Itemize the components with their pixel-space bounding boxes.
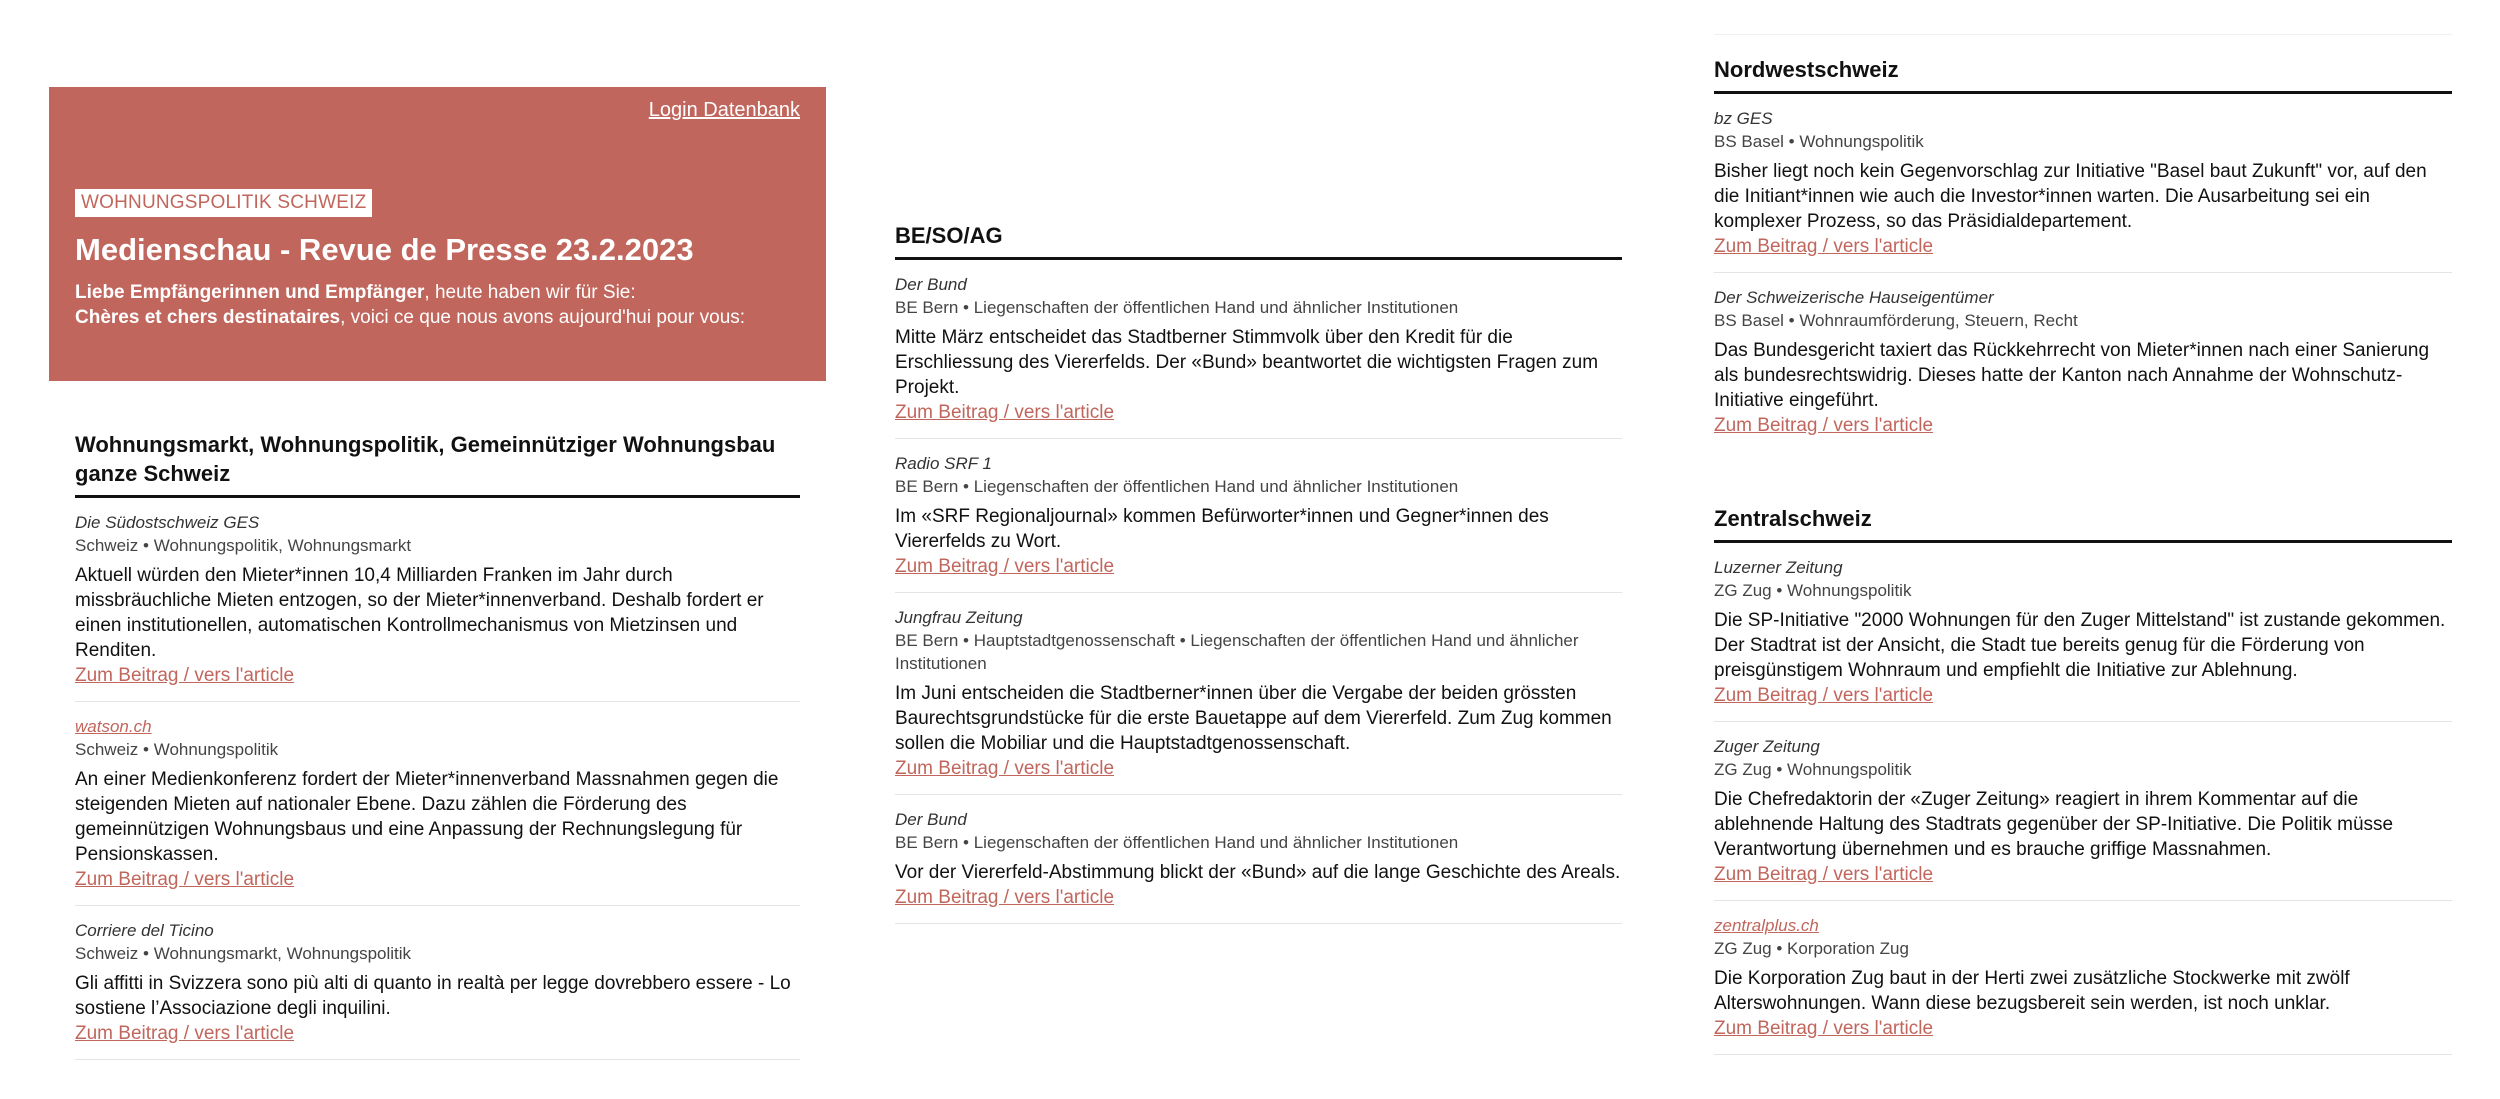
newsletter-header [49, 87, 826, 381]
article-item [1714, 543, 2452, 722]
read-more-link[interactable]: Zum Beitrag / vers l'article [895, 887, 1115, 908]
article-summary: An einer Medienkonferenz fordert der Mieter*innenverband Massnahmen gegen die steigenden Mieten auf nationaler Ebene. Dazu zählen die Förderung des gemeinnützigen Wohnungsbaus und eine Anpassung der Rechnungslegung für Pensionskassen. [75, 769, 779, 865]
section-schweiz [75, 430, 800, 1060]
read-more-link[interactable]: Zum Beitrag / vers l'article [1714, 415, 1934, 436]
article-summary: Die SP-Initiative "2000 Wohnungen für den Zuger Mittelstand" ist zustande gekommen. Der Stadtrat ist der Ansicht, die Stadt tue bereits genug für die Förderung von preisgünstigem Wohnraum und empfiehlt die Initiative zur Ablehnung. [1714, 610, 2446, 681]
article-source: Der Schweizerische Hauseigentümer [1714, 288, 1994, 307]
topic-badge: WOHNUNGSPOLITIK SCHWEIZ [75, 189, 372, 217]
read-more-link[interactable]: Zum Beitrag / vers l'article [1714, 864, 1934, 885]
article-item [1714, 901, 2452, 1055]
article-item [1714, 94, 2452, 273]
read-more-link[interactable]: Zum Beitrag / vers l'article [895, 402, 1115, 423]
login-database-link[interactable]: Login Datenbank [648, 99, 800, 121]
article-item [895, 795, 1622, 924]
greeting [75, 280, 815, 330]
article-source: Der Bund [895, 275, 967, 294]
article-source: Radio SRF 1 [895, 454, 993, 473]
section-title: Wohnungsmarkt, Wohnungspolitik, Gemeinnütziger Wohnungsbau ganze Schweiz [75, 430, 800, 498]
article-source: Luzerner Zeitung [1714, 558, 1843, 577]
article-item [75, 906, 800, 1060]
read-more-link[interactable]: Zum Beitrag / vers l'article [895, 758, 1115, 779]
article-summary: Die Chefredaktorin der «Zuger Zeitung» reagiert in ihrem Kommentar auf die ablehnende Haltung des Stadtrats gegenüber der SP-Initiative. Die Politik müsse Verantwortung übernehmen und es brauche griffige Massnahmen. [1714, 789, 2394, 860]
article-source-link[interactable]: watson.ch [75, 717, 152, 736]
article-tags: BE Bern • Liegenschaften der öffentlichen Hand und ähnlicher Institutionen [895, 298, 1459, 317]
read-more-link[interactable]: Zum Beitrag / vers l'article [895, 556, 1115, 577]
greeting-de-rest: , heute haben wir für Sie: [424, 282, 636, 303]
read-more-link[interactable]: Zum Beitrag / vers l'article [75, 1023, 295, 1044]
article-tags: Schweiz • Wohnungsmarkt, Wohnungspolitik [75, 944, 412, 963]
article-item [895, 439, 1622, 593]
read-more-link[interactable]: Zum Beitrag / vers l'article [1714, 236, 1934, 257]
article-summary: Die Korporation Zug baut in der Herti zwei zusätzliche Stockwerke mit zwölf Alterswohnungen. Wann diese bezugsbereit sein werden, ist noch unklar. [1714, 968, 2350, 1014]
article-item [895, 593, 1622, 795]
section-nordwestschweiz [1714, 55, 2452, 451]
article-item [895, 260, 1622, 439]
article-summary: Im «SRF Regionaljournal» kommen Befürworter*innen und Gegner*innen des Viererfelds zu Wort. [895, 506, 1549, 552]
article-summary: Das Bundesgericht taxiert das Rückkehrrecht von Mieter*innen nach einer Sanierung als bundesrechtswidrig. Dieses hatte der Kanton nach Annahme der Wohnschutz-Initiative eingeführt. [1714, 340, 2430, 411]
article-tags: ZG Zug • Korporation Zug [1714, 939, 1909, 958]
section-title: BE/SO/AG [895, 221, 1622, 260]
article-tags: Schweiz • Wohnungspolitik, Wohnungsmarkt [75, 536, 412, 555]
section-be-so-ag [895, 221, 1622, 924]
article-source: Der Bund [895, 810, 967, 829]
article-summary: Bisher liegt noch kein Gegenvorschlag zur Initiative "Basel baut Zukunft" vor, auf den die Initiant*innen wie auch die Investor*innen warten. Die Ausarbeitung sei ein komplexer Prozess, so das Präsidialdepartement. [1714, 161, 2427, 232]
article-summary: Im Juni entscheiden die Stadtberner*innen über die Vergabe der beiden grössten Baurechtsgrundstücke für die erste Bauetappe auf dem Viererfeld. Zum Zug kommen sollen die Mobiliar und die Hauptstadtgenossenschaft. [895, 683, 1612, 754]
article-source: Corriere del Ticino [75, 921, 214, 940]
article-source: Jungfrau Zeitung [895, 608, 1023, 627]
article-item [75, 702, 800, 906]
article-tags: ZG Zug • Wohnungspolitik [1714, 581, 1912, 600]
article-summary: Aktuell würden den Mieter*innen 10,4 Milliarden Franken im Jahr durch missbräuchliche Mieten entzogen, so der Mieter*innenverband. Deshalb fordert er einen institutionellen, automatischen Kontrollmechanismus von Mietzinsen und Renditen. [75, 565, 764, 661]
article-summary: Mitte März entscheidet das Stadtberner Stimmvolk über den Kredit für die Erschliessung des Viererfelds. Der «Bund» beantwortet die wichtigsten Fragen zum Projekt. [895, 327, 1599, 398]
article-summary: Gli affitti in Svizzera sono più alti di quanto in realtà per legge dovrebbero essere - Lo sostiene l’Associazione degli inquilini. [75, 973, 791, 1019]
read-more-link[interactable]: Zum Beitrag / vers l'article [1714, 685, 1934, 706]
article-item [75, 498, 800, 702]
article-tags: BE Bern • Liegenschaften der öffentlichen Hand und ähnlicher Institutionen [895, 477, 1459, 496]
read-more-link[interactable]: Zum Beitrag / vers l'article [75, 869, 295, 890]
article-source-link[interactable]: zentralplus.ch [1714, 916, 1819, 935]
section-title: Zentralschweiz [1714, 504, 2452, 543]
greeting-de-bold: Liebe Empfängerinnen und Empfänger [75, 282, 425, 303]
greeting-fr-bold: Chères et chers destinataires [75, 307, 341, 328]
read-more-link[interactable]: Zum Beitrag / vers l'article [1714, 1018, 1934, 1039]
article-item [1714, 722, 2452, 901]
section-zentralschweiz [1714, 504, 2452, 1055]
article-tags: BE Bern • Liegenschaften der öffentlichen Hand und ähnlicher Institutionen [895, 833, 1459, 852]
article-source: Die Südostschweiz GES [75, 513, 260, 532]
section-title: Nordwestschweiz [1714, 55, 2452, 94]
article-tags: BS Basel • Wohnungspolitik [1714, 132, 1924, 151]
greeting-fr-rest: , voici ce que nous avons aujourd'hui pour vous: [340, 307, 746, 328]
article-source: Zuger Zeitung [1714, 737, 1820, 756]
article-tags: Schweiz • Wohnungspolitik [75, 740, 279, 759]
article-source: bz GES [1714, 109, 1773, 128]
page-title: Medienschau - Revue de Presse 23.2.2023 [75, 232, 694, 267]
read-more-link[interactable]: Zum Beitrag / vers l'article [75, 665, 295, 686]
article-item [1714, 273, 2452, 451]
article-tags: BS Basel • Wohnraumförderung, Steuern, Recht [1714, 311, 2078, 330]
article-summary: Vor der Viererfeld-Abstimmung blickt der «Bund» auf die lange Geschichte des Areals. [895, 862, 1621, 883]
article-tags: BE Bern • Hauptstadtgenossenschaft • Liegenschaften der öffentlichen Hand und ähnlicher Institutionen [895, 631, 1579, 673]
top-divider [1714, 34, 2452, 35]
article-tags: ZG Zug • Wohnungspolitik [1714, 760, 1912, 779]
